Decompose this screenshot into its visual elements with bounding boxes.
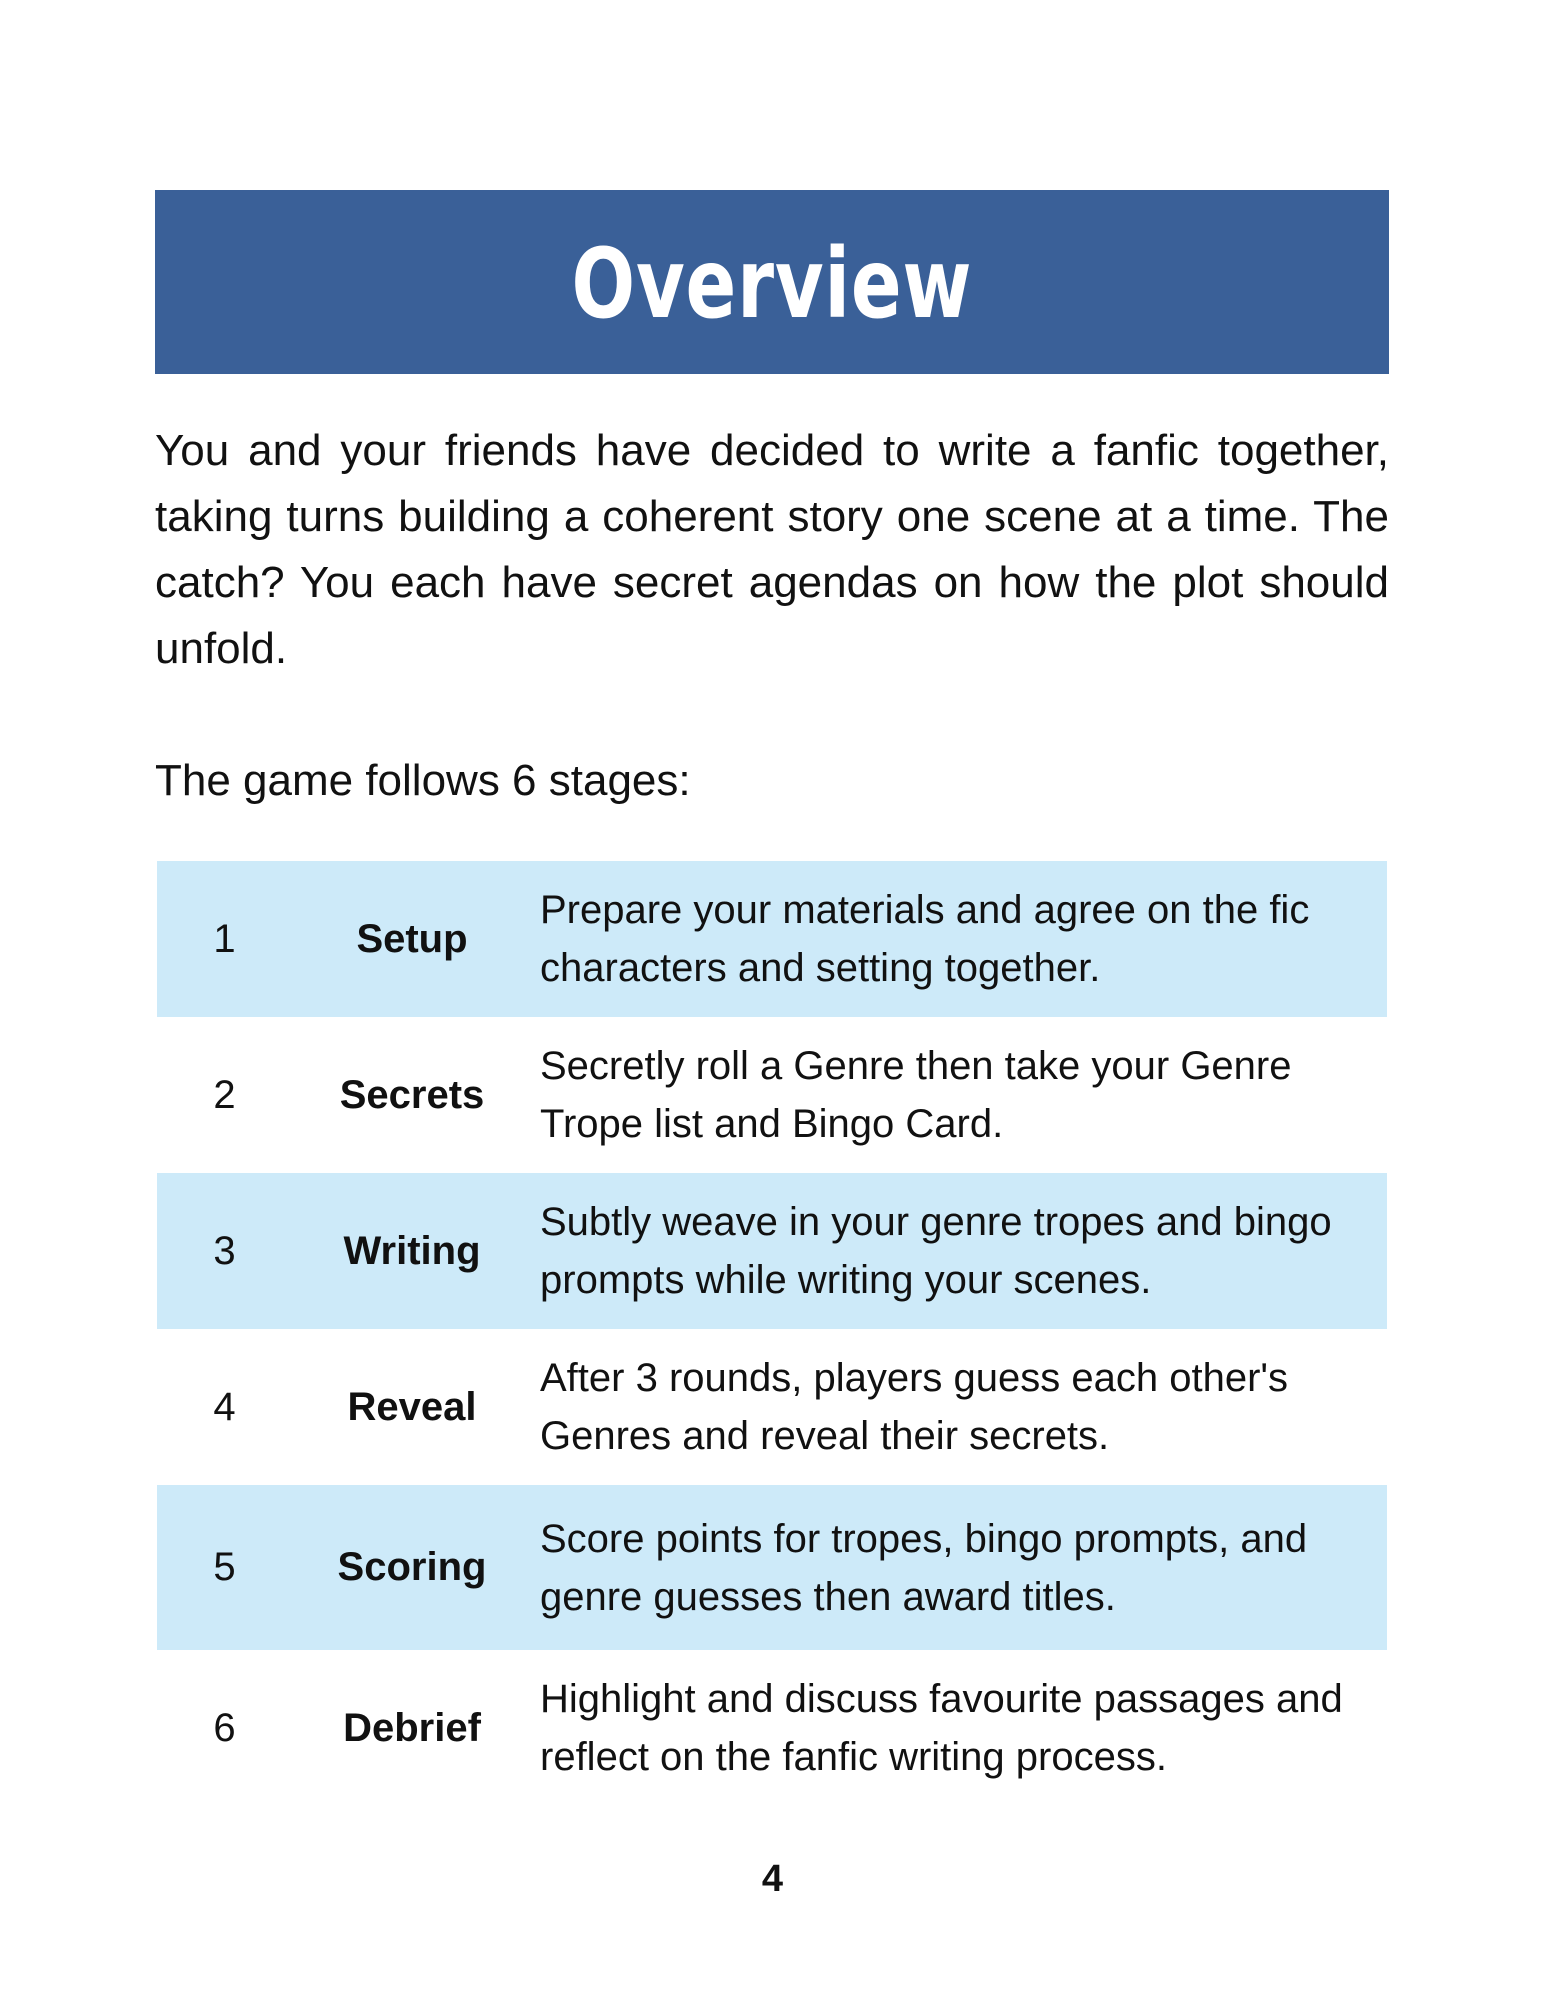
stage-row: [157, 1329, 1387, 1485]
stage-row: [157, 1650, 1387, 1806]
stage-row: [157, 1173, 1387, 1329]
stage-description: Subtly weave in your genre tropes and bingo prompts while writing your scenes.: [540, 1200, 1332, 1302]
stages-lead-text: The game follows 6 stages:: [155, 756, 691, 805]
stage-description: Secretly roll a Genre then take your Genre Trope list and Bingo Card.: [540, 1044, 1292, 1146]
page-title: Overview: [571, 228, 973, 340]
stage-number: 5: [213, 1545, 236, 1589]
intro-paragraph: You and your friends have decided to write a fanfic together, taking turns building a coherent story one scene at a time. The catch? You each have secret agendas on how the plot should unfold.: [155, 426, 1389, 673]
stage-number: 1: [213, 916, 236, 961]
stage-description: Prepare your materials and agree on the fic characters and setting together.: [540, 888, 1310, 990]
stage-description: Highlight and discuss favourite passages and reflect on the fanfic writing process.: [540, 1677, 1343, 1779]
stage-name: Scoring: [337, 1545, 487, 1589]
stage-number: 6: [213, 1705, 236, 1750]
page-number: 4: [761, 1858, 784, 1900]
stage-row: [157, 1485, 1387, 1650]
stage-number: 2: [213, 1072, 236, 1117]
stage-name: Reveal: [347, 1384, 477, 1429]
stage-description: After 3 rounds, players guess each other's Genres and reveal their secrets.: [540, 1356, 1289, 1458]
stage-name: Debrief: [343, 1705, 481, 1750]
stage-number: 4: [213, 1384, 236, 1429]
stage-description: Score points for tropes, bingo prompts, and genre guesses then award titles.: [540, 1516, 1308, 1619]
stage-number: 3: [213, 1228, 236, 1273]
title-banner: [155, 190, 1389, 374]
stage-name: Secrets: [339, 1072, 485, 1117]
stages-table: [157, 861, 1387, 1806]
stage-row: [157, 861, 1387, 1017]
stage-row: [157, 1017, 1387, 1173]
stage-name: Writing: [343, 1228, 481, 1273]
stage-name: Setup: [356, 916, 468, 961]
